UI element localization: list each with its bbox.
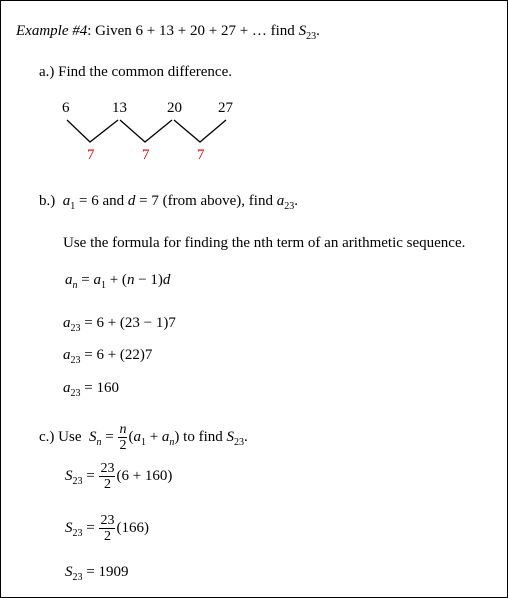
nth-term-formula: $a_n = a_1 + (n - 1)d$: [65, 272, 171, 291]
diff-bracket-1: [67, 120, 118, 142]
term-2: 13: [112, 100, 127, 116]
sum-step-1: $S_{23}$ = $\frac{23}{2}$ (6 + 160): [65, 460, 173, 492]
term-3: 20: [167, 100, 182, 116]
step-3: $a_{23} = 160$: [63, 380, 119, 399]
part-a-label: a.) Find the common difference.: [39, 64, 232, 80]
d-var: d: [127, 193, 136, 209]
diff-bracket-3: [174, 120, 226, 142]
fraction-23-over-2: $\frac{23}{2}$: [100, 460, 115, 492]
diff-bracket-2: [120, 120, 172, 142]
target-sub: 23: [284, 201, 295, 212]
example-find-sub: 23: [306, 31, 317, 42]
part-b-label: b.): [39, 193, 56, 209]
step-1: $a_{23} = 6 + (23 - 1)7$: [63, 315, 176, 334]
d-eq: = 7 (from above), find: [135, 193, 277, 209]
part-c-label: c.) Use: [39, 429, 82, 445]
a1-eq: = 6 and: [75, 193, 128, 209]
term-1: 6: [62, 100, 70, 116]
n-over-2-fraction: $\frac{n}{2}$: [119, 421, 127, 453]
example-label: Example #4: [16, 23, 88, 39]
part-b-period: .: [294, 193, 298, 209]
sum-step-3: $S_{23} = 1909$: [65, 564, 129, 583]
difference-3: 7: [197, 147, 205, 163]
example-given-text: : Given 6 + 13 + 20 + 27 + … find: [87, 23, 295, 39]
difference-2: 7: [142, 147, 150, 163]
part-b-statement: [39, 192, 298, 212]
difference-diagram: [60, 114, 230, 144]
part-c-statement: c.) Use $S_n$ = $\frac{n}{2}$ $(a_1 + a_n)$ to find $S_{23}$.: [39, 421, 248, 453]
sum-step-2: $S_{23}$ = $\frac{23}{2}$ (166): [65, 512, 149, 544]
term-4: 27: [218, 100, 233, 116]
example-header: [16, 22, 320, 42]
a1-sub: 1: [70, 201, 76, 212]
part-b-instruction: Use the formula for finding the nth term of an arithmetic sequence.: [63, 235, 466, 251]
target-var: a: [276, 193, 285, 209]
example-find-S: S: [298, 23, 307, 39]
difference-1: 7: [87, 147, 95, 163]
fraction-23-over-2: $\frac{23}{2}$: [100, 512, 115, 544]
example-period: .: [316, 23, 320, 39]
step-2: $a_{23} = 6 + (22)7$: [63, 347, 153, 366]
a1-var: a: [62, 193, 71, 209]
